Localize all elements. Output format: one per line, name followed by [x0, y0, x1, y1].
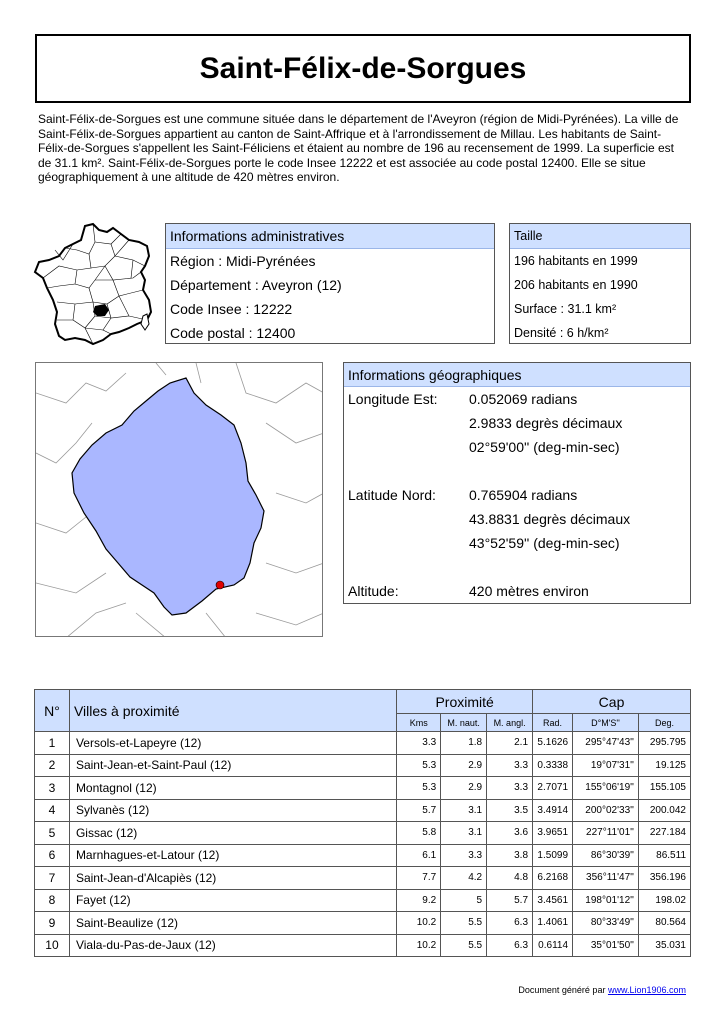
row-kms: 6.1: [397, 844, 441, 867]
table-row: [35, 934, 691, 957]
table-row: [35, 844, 691, 867]
row-naut: 2.9: [441, 754, 487, 777]
row-rad: 1.5099: [533, 844, 573, 867]
table-row: [35, 822, 691, 845]
table-row: [35, 777, 691, 800]
row-deg: 35.031: [638, 934, 690, 957]
row-deg: 295.795: [638, 732, 690, 755]
row-dms: 155°06'19'': [573, 777, 639, 800]
admin-info-box: [165, 223, 495, 344]
row-num: 3: [35, 777, 70, 800]
table-row: [35, 867, 691, 890]
row-city-name: Versols-et-Lapeyre (12): [69, 732, 396, 755]
row-deg: 200.042: [638, 799, 690, 822]
row-num: 8: [35, 889, 70, 912]
row-city-name: Saint-Jean-et-Saint-Paul (12): [69, 754, 396, 777]
row-angl: 3.6: [487, 822, 533, 845]
row-dms: 200°02'33'': [573, 799, 639, 822]
row-angl: 3.3: [487, 754, 533, 777]
row-kms: 3.3: [397, 732, 441, 755]
footer: [518, 985, 686, 995]
col-deg-header: Deg.: [638, 714, 690, 732]
col-kms-header: Kms: [397, 714, 441, 732]
row-rad: 3.4561: [533, 889, 573, 912]
row-dms: 35°01'50'': [573, 934, 639, 957]
col-rad-header: Rad.: [533, 714, 573, 732]
row-num: 2: [35, 754, 70, 777]
row-angl: 3.8: [487, 844, 533, 867]
taille-1990: 206 habitants en 1990: [514, 278, 638, 292]
geo-lat-dec: 43.8831 degrès décimaux: [469, 511, 631, 527]
admin-postal: Code postal : 12400: [170, 325, 296, 341]
table-row: [35, 912, 691, 935]
admin-region: Région : Midi-Pyrénées: [170, 253, 316, 269]
admin-departement: Département : Aveyron (12): [170, 277, 342, 293]
row-rad: 1.4061: [533, 912, 573, 935]
geo-alt-val: 420 mètres environ: [469, 583, 589, 599]
row-city-name: Viala-du-Pas-de-Jaux (12): [69, 934, 396, 957]
row-naut: 3.1: [441, 799, 487, 822]
row-naut: 1.8: [441, 732, 487, 755]
taille-surface: Surface : 31.1 km²: [514, 302, 617, 316]
row-dms: 80°33'49'': [573, 912, 639, 935]
row-kms: 5.3: [397, 777, 441, 800]
row-deg: 86.511: [638, 844, 690, 867]
taille-1999: 196 habitants en 1999: [514, 254, 638, 268]
row-num: 7: [35, 867, 70, 890]
geo-lon-label: Longitude Est:: [348, 391, 438, 407]
row-naut: 5: [441, 889, 487, 912]
row-deg: 227.184: [638, 822, 690, 845]
row-city-name: Fayet (12): [69, 889, 396, 912]
row-angl: 6.3: [487, 934, 533, 957]
row-city-name: Saint-Beaulize (12): [69, 912, 396, 935]
region-map: [35, 362, 323, 637]
row-naut: 3.1: [441, 822, 487, 845]
row-naut: 5.5: [441, 912, 487, 935]
aveyron-shape: [72, 378, 264, 615]
row-rad: 5.1626: [533, 732, 573, 755]
row-num: 4: [35, 799, 70, 822]
row-naut: 3.3: [441, 844, 487, 867]
row-angl: 4.8: [487, 867, 533, 890]
row-rad: 2.7071: [533, 777, 573, 800]
row-rad: 0.3338: [533, 754, 573, 777]
col-dms-header: D°M'S'': [573, 714, 639, 732]
row-city-name: Saint-Jean-d'Alcapiès (12): [69, 867, 396, 890]
row-city-name: Marnhagues-et-Latour (12): [69, 844, 396, 867]
row-deg: 19.125: [638, 754, 690, 777]
row-rad: 0.6114: [533, 934, 573, 957]
geo-alt-label: Altitude:: [348, 583, 399, 599]
geo-lon-dms: 02°59'00'' (deg-min-sec): [469, 439, 620, 455]
row-kms: 7.7: [397, 867, 441, 890]
admin-insee: Code Insee : 12222: [170, 301, 293, 317]
geo-lat-rad: 0.765904 radians: [469, 487, 578, 503]
row-naut: 5.5: [441, 934, 487, 957]
intro-paragraph: Saint-Félix-de-Sorgues est une commune située dans le département de l'Aveyron (région de Midi-Pyrénées). La ville de Saint-Félix-de-Sorgues appartient au canton de Saint-Affrique et à l'arrondissement de Millau. Les habitants de Saint-Félix-de-Sorgues s'appellent les Saint-Féliciens et étaient au nombre de 196 au recensement de 1999. La superficie est de 31.1 km². Saint-Félix-de-Sorgues porte le code Insee 12222 et est associée au code postal 12400. Elle se situe géographiquement à une altitude de 420 mètres environ.: [38, 112, 679, 184]
row-angl: 3.3: [487, 777, 533, 800]
geo-lat-label: Latitude Nord:: [348, 487, 436, 503]
col-mangl-header: M. angl.: [487, 714, 533, 732]
row-kms: 5.7: [397, 799, 441, 822]
page-title: Saint-Félix-de-Sorgues: [199, 51, 527, 85]
table-row: [35, 799, 691, 822]
france-map: [33, 220, 161, 346]
taille-densite: Densité : 6 h/km²: [514, 326, 609, 340]
row-deg: 356.196: [638, 867, 690, 890]
geo-lon-rad: 0.052069 radians: [469, 391, 578, 407]
table-row: [35, 732, 691, 755]
nearby-cities-table: [34, 689, 691, 957]
title-box: [35, 34, 691, 103]
taille-header: Taille: [510, 224, 690, 249]
row-num: 5: [35, 822, 70, 845]
taille-box: [509, 223, 691, 344]
row-kms: 5.8: [397, 822, 441, 845]
row-kms: 10.2: [397, 934, 441, 957]
commune-marker: [216, 581, 224, 589]
row-angl: 3.5: [487, 799, 533, 822]
col-mnaut-header: M. naut.: [441, 714, 487, 732]
admin-header: Informations administratives: [166, 224, 494, 249]
row-kms: 5.3: [397, 754, 441, 777]
col-villes-header: Villes à proximité: [69, 690, 396, 732]
geo-lat-dms: 43°52'59'' (deg-min-sec): [469, 535, 620, 551]
geo-info-box: [343, 362, 691, 604]
row-dms: 198°01'12'': [573, 889, 639, 912]
row-kms: 10.2: [397, 912, 441, 935]
row-city-name: Sylvanès (12): [69, 799, 396, 822]
row-dms: 356°11'47'': [573, 867, 639, 890]
row-rad: 3.4914: [533, 799, 573, 822]
row-deg: 155.105: [638, 777, 690, 800]
row-city-name: Montagnol (12): [69, 777, 396, 800]
row-city-name: Gissac (12): [69, 822, 396, 845]
row-angl: 5.7: [487, 889, 533, 912]
row-dms: 86°30'39'': [573, 844, 639, 867]
row-naut: 4.2: [441, 867, 487, 890]
row-deg: 198.02: [638, 889, 690, 912]
footer-text: Document généré par: [518, 985, 608, 995]
row-dms: 19°07'31'': [573, 754, 639, 777]
geo-lon-dec: 2.9833 degrès décimaux: [469, 415, 623, 431]
row-deg: 80.564: [638, 912, 690, 935]
col-num-header: N°: [35, 690, 70, 732]
row-angl: 6.3: [487, 912, 533, 935]
row-num: 10: [35, 934, 70, 957]
row-rad: 3.9651: [533, 822, 573, 845]
row-angl: 2.1: [487, 732, 533, 755]
col-proximite-header: Proximité: [397, 690, 533, 714]
row-rad: 6.2168: [533, 867, 573, 890]
row-dms: 295°47'43'': [573, 732, 639, 755]
geo-header: Informations géographiques: [344, 363, 690, 387]
row-kms: 9.2: [397, 889, 441, 912]
table-row: [35, 754, 691, 777]
row-num: 6: [35, 844, 70, 867]
col-cap-header: Cap: [533, 690, 691, 714]
row-num: 1: [35, 732, 70, 755]
footer-link[interactable]: www.Lion1906.com: [607, 985, 686, 995]
table-row: [35, 889, 691, 912]
row-naut: 2.9: [441, 777, 487, 800]
row-dms: 227°11'01'': [573, 822, 639, 845]
aveyron-map: [36, 363, 323, 637]
row-num: 9: [35, 912, 70, 935]
